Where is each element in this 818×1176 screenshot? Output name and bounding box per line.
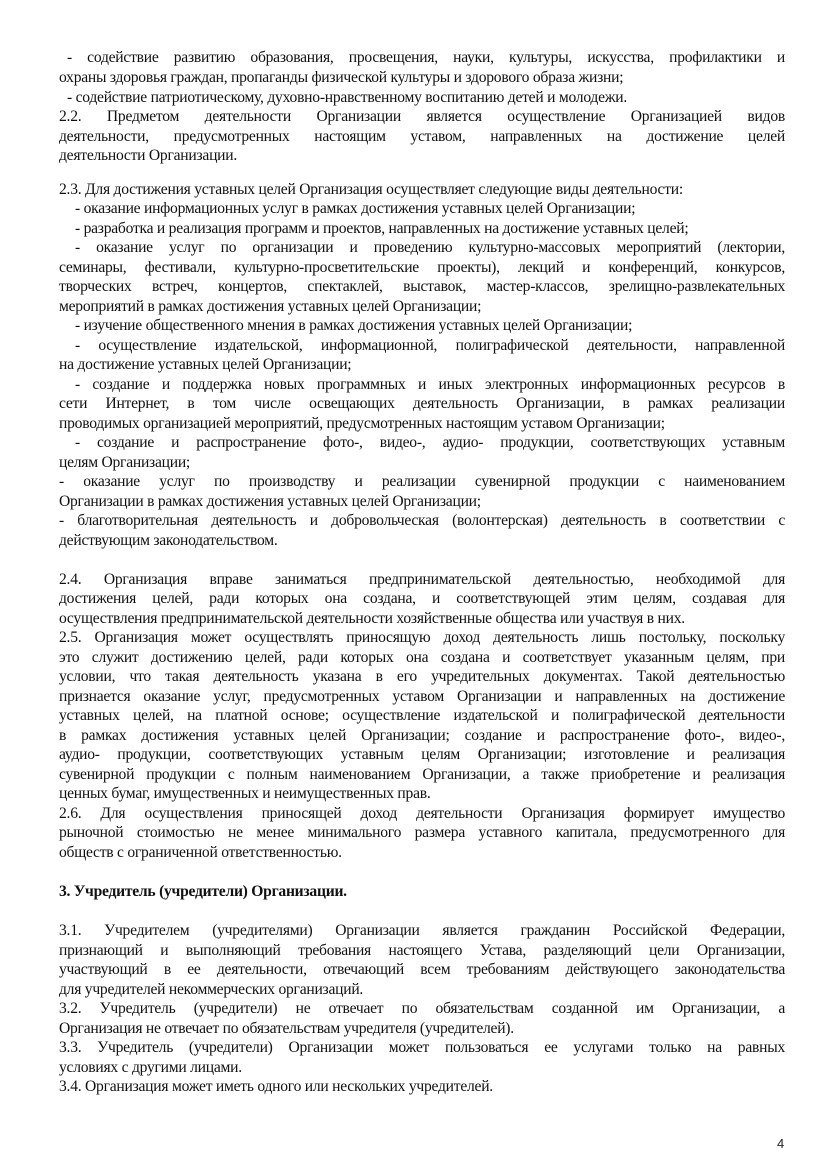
text-line: сети Интернет, в том числе освещающих деятельность Организации, в рамках реализации — [59, 395, 785, 412]
text-line: 2.3. Для достижения уставных целей Организация осуществляет следующие виды деятельности: — [59, 181, 683, 198]
text-line: - содействие патриотическому, духовно-нравственному воспитанию детей и молодежи. — [67, 89, 628, 106]
text-line: сувенирной продукции с полным наименованием Организации, а также приобретение и реализация — [59, 766, 785, 783]
text-line: рыночной стоимостью не менее минимального размера уставного капитала, предусмотренного для — [59, 824, 785, 841]
text-line: 3.2. Учредитель (учредители) не отвечает по обязательствам созданной им Организации, а — [59, 1000, 785, 1017]
text-line: - осуществление издательской, информационной, полиграфической деятельности, направленной — [75, 337, 785, 354]
page-number: 4 — [777, 1136, 785, 1151]
text-line: признающий и выполняющий требования настоящего Устава, разделяющий цели Организации, — [59, 942, 785, 959]
text-line: - создание и распространение фото-, видео-, аудио- продукции, соответствующих уставным — [75, 434, 785, 451]
text-line: осуществления предпринимательской деятельности хозяйственные общества или участвуя в них. — [59, 610, 685, 627]
text-line: - оказание услуг по организации и проведению культурно-массовых мероприятий (лектории, — [75, 239, 785, 256]
text-line: 3.4. Организация может иметь одного или нескольких учредителей. — [59, 1078, 493, 1095]
text-line: - создание и поддержка новых программных и иных электронных информационных ресурсов в — [75, 376, 785, 393]
text-line: это служит достижению целей, ради которых она создана и соответствует указанным целям, при — [59, 649, 785, 666]
text-line: творческих встреч, концертов, спектаклей, выставок, мастер-классов, зрелищно-развлекательных — [59, 278, 785, 295]
section-heading: 3. Учредитель (учредители) Организации. — [59, 883, 347, 900]
text-line: 2.5. Организация может осуществлять приносящую доход деятельность лишь постольку, поскольку — [59, 629, 785, 646]
text-line: - изучение общественного мнения в рамках достижения уставных целей Организации; — [75, 317, 633, 334]
text-line: участвующий в ее деятельности, отвечающий всем требованиям действующего законодательства — [59, 961, 785, 978]
text-line: ценных бумаг, имущественных и неимущественных прав. — [59, 785, 431, 802]
text-line: - оказание информационных услуг в рамках достижения уставных целей Организации; — [75, 200, 636, 217]
text-line: обществ с ограниченной ответственностью. — [59, 844, 342, 861]
text-line: деятельности Организации. — [59, 147, 237, 164]
text-line: 3.3. Учредитель (учредители) Организации может пользоваться ее услугами только на равных — [59, 1039, 785, 1056]
text-line: Организация не отвечает по обязательствам учредителя (учредителей). — [59, 1020, 514, 1037]
text-line: 2.2. Предметом деятельности Организации является осуществление Организацией видов — [59, 108, 785, 125]
text-line: проводимых организацией мероприятий, предусмотренных настоящим уставом Организации; — [59, 415, 665, 432]
text-line: признается оказание услуг, предусмотренных уставом Организации и направленных на достижение — [59, 688, 785, 705]
text-line: условии, что такая деятельность указана в его учредительных документах. Такой деятельностью — [59, 668, 785, 685]
text-line: деятельности, предусмотренных настоящим уставом, направленных на достижение целей — [59, 128, 785, 145]
text-line: аудио- продукции, соответствующих уставным целям Организации; изготовление и реализация — [59, 746, 785, 763]
text-line: уставных целей, на платной основе; осуществление издательской и полиграфической деятельности — [59, 707, 785, 724]
text-line: семинары, фестивали, культурно-просветительские проекты), лекций и конференций, конкурсов, — [59, 259, 785, 276]
text-line: - содействие развитию образования, просвещения, науки, культуры, искусства, профилактики и — [67, 49, 785, 66]
text-line: - оказание услуг по производству и реализации сувенирной продукции с наименованием — [59, 473, 785, 490]
text-line: 2.6. Для осуществления приносящей доход деятельности Организация формирует имущество — [59, 805, 785, 822]
text-line: - благотворительная деятельность и добровольческая (волонтерская) деятельность в соответствии с — [59, 512, 785, 529]
text-line: условиях с другими лицами. — [59, 1059, 242, 1076]
text-line: охраны здоровья граждан, пропаганды физической культуры и здорового образа жизни; — [59, 69, 624, 86]
text-line: в рамках достижения уставных целей Организации; создание и распространение фото-, видео-, — [59, 727, 785, 744]
text-line: Организации в рамках достижения уставных целей Организации; — [59, 493, 481, 510]
text-line: мероприятий в рамках достижения уставных целей Организации; — [59, 298, 482, 315]
text-line: - разработка и реализация программ и проектов, направленных на достижение уставных целей; — [75, 220, 689, 237]
text-line: для учредителей некоммерческих организаций. — [59, 981, 364, 998]
text-line: действующим законодательством. — [59, 532, 278, 549]
text-line: 3.1. Учредителем (учредителями) Организации является гражданин Российской Федерации, — [59, 922, 785, 939]
text-line: целям Организации; — [59, 454, 191, 471]
text-line: 2.4. Организация вправе заниматься предпринимательской деятельностью, необходимой для — [59, 571, 785, 588]
text-line: на достижение уставных целей Организации; — [59, 356, 352, 373]
text-line: достижения целей, ради которых она создана, и соответствующей этим целям, создавая для — [59, 590, 785, 607]
